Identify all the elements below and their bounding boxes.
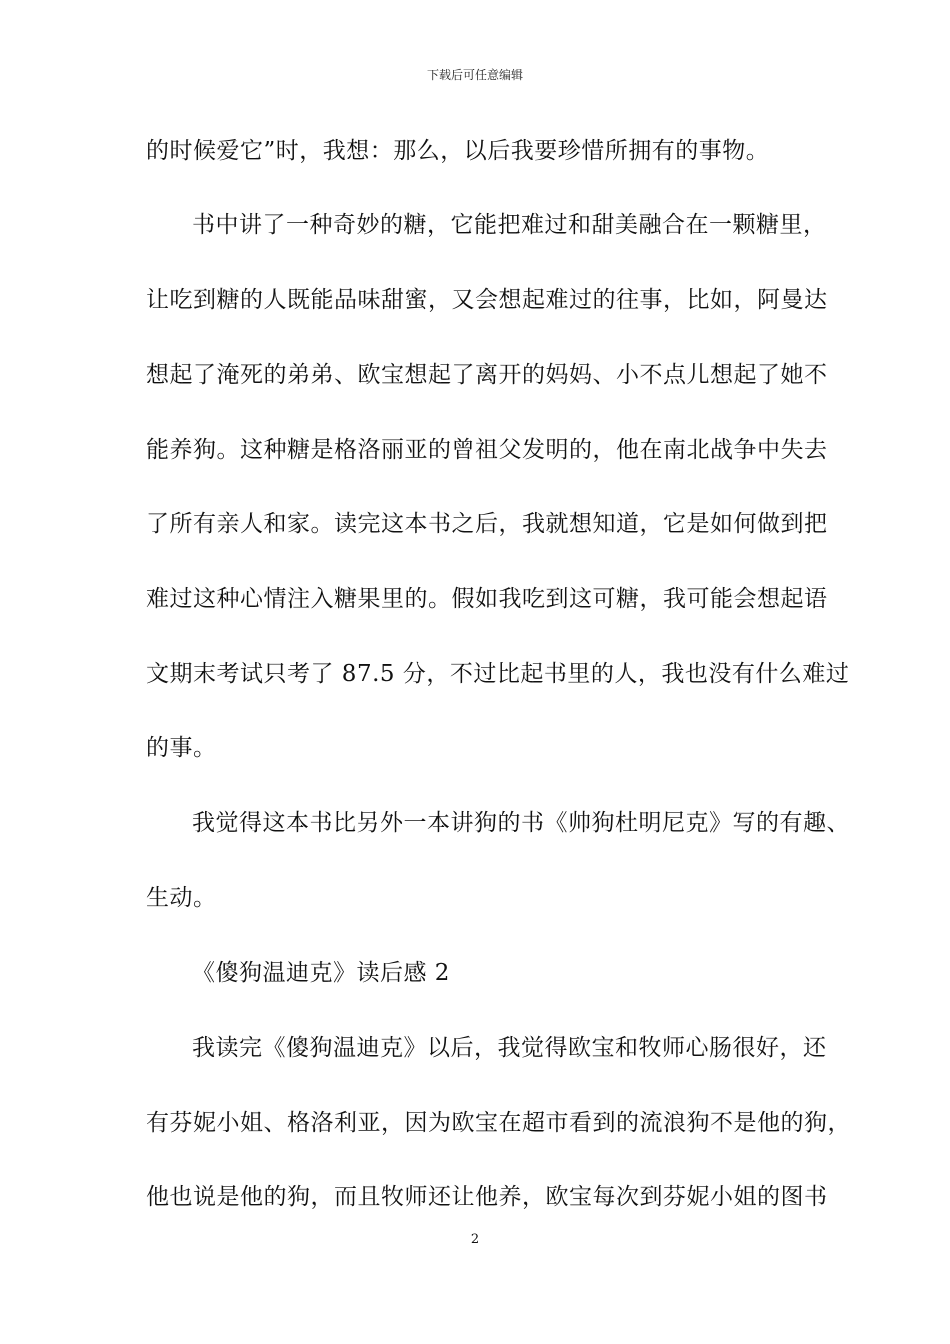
text-line: 了所有亲人和家。读完这本书之后，我就想知道，它是如何做到把: [146, 511, 828, 537]
text-line: 的事。: [146, 735, 217, 761]
text-line: 我读完《傻狗温迪克》以后，我觉得欧宝和牧师心肠很好，还: [192, 1035, 827, 1061]
text-line: 让吃到糖的人既能品味甜蜜，又会想起难过的往事，比如，阿曼达: [146, 287, 828, 313]
page-header: 下载后可任意编辑: [426, 68, 523, 82]
text-line: 能养狗。这种糖是格洛丽亚的曾祖父发明的，他在南北战争中失去: [146, 437, 828, 463]
text-line: 书中讲了一种奇妙的糖，它能把难过和甜美融合在一颗糖里，: [192, 212, 827, 238]
text-line: 有芬妮小姐、格洛利亚，因为欧宝在超市看到的流浪狗不是他的狗，: [146, 1110, 851, 1136]
text-line: 生动。: [146, 885, 217, 911]
text-line: 的时候爱它”时，我想：那么，以后我要珍惜所拥有的事物。: [146, 138, 770, 164]
text-line: 难过这种心情注入糖果里的。假如我吃到这可糖，我可能会想起语: [146, 586, 828, 612]
page-number: 2: [470, 1232, 480, 1247]
text-line: 他也说是他的狗，而且牧师还让他养，欧宝每次到芬妮小姐的图书: [146, 1184, 828, 1210]
text-line: 想起了淹死的弟弟、欧宝想起了离开的妈妈、小不点儿想起了她不: [146, 362, 828, 388]
text-line: 文期末考试只考了 87.5 分，不过比起书里的人，我也没有什么难过: [146, 661, 850, 687]
text-line: 我觉得这本书比另外一本讲狗的书《帅狗杜明尼克》写的有趣、: [192, 810, 850, 836]
section-heading: 《傻狗温迪克》读后感 2: [192, 960, 450, 986]
